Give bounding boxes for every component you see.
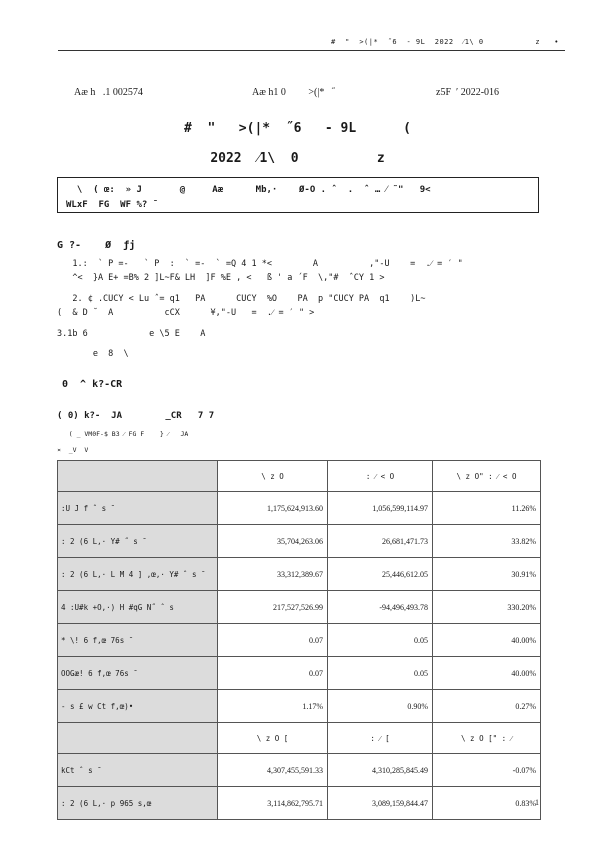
page-number: 1 [535,798,539,807]
header-divider [58,50,565,51]
document-subtitle: 2022 ⁄1\ 0 z [210,151,385,166]
table-row [58,558,541,591]
value-cell: 0.05 [328,624,433,657]
row-label: kCt ˆ s ˉ [58,754,218,787]
section-heading-important: G ?- Ø ƒj [57,240,136,251]
value-cell: 33.82% [433,525,541,558]
value-cell: 0.07 [218,624,328,657]
table-header-cell [58,723,218,754]
value-cell: 217,527,526.99 [218,591,328,624]
row-label: 4 :U#k +O,·) H #qG N˝ ˆ s [58,591,218,624]
value-cell: -94,496,493.78 [328,591,433,624]
table-header-cell: \ z O [" : ⁄ [433,723,541,754]
table-row [58,492,541,525]
paragraph-2-line-1: 2. ¢ .CUCY < Lu ˆ= q1 PA CUCY %O PA p "CUCY PA q1 )L~ [57,294,426,304]
running-header: # " >(|* ˝6 - 9L 2022 ⁄1\ 0 z • [331,38,559,46]
value-cell: 0.27% [433,690,541,723]
disclaimer-line-2: WLxF FG WF %? ˉ [66,200,159,210]
table-header-cell: \ z O [218,461,328,492]
row-label: - s £ w Ct f,œ)• [58,690,218,723]
value-cell: 40.00% [433,624,541,657]
row-label: : 2 (6 L,· p 965 s,œ [58,787,218,820]
table-unit: ¤ _V V [57,446,89,454]
disclaimer-line-1: \ ( œ: » J @ Aæ Mb,· Ø-O . ˆ . ˆ … ⁄ ˜" 9< [66,185,431,195]
financial-data-table [57,460,541,820]
table-header-row [58,723,541,754]
value-cell: 4,307,455,591.33 [218,754,328,787]
table-row [58,657,541,690]
stock-code: Aæ h .1 002574 [74,87,143,98]
value-cell: 30.91% [433,558,541,591]
document-title: # " >(|* ˝6 - 9L ( [184,121,411,136]
table-row [58,754,541,787]
table-header-cell [58,461,218,492]
value-cell: 33,312,389.67 [218,558,328,591]
value-cell: -0.07% [433,754,541,787]
table-row [58,591,541,624]
value-cell: 11.26% [433,492,541,525]
row-label: : 2 (6 L,· L M 4 ] ,œ,· Y# ˆ s ˉ [58,558,218,591]
stock-name: Aæ h1 0 >(|* ˝ [252,87,336,98]
disclaimer-box [57,177,539,213]
value-cell: 35,704,263.06 [218,525,328,558]
value-cell: 1,056,599,114.97 [328,492,433,525]
paragraph-1-line-1: 1.: ` P =- ` P : ` =- ` =Q 4 1 *< A ,"-U = .⁄ = ′ " [57,259,463,269]
table-header-cell: : ⁄ < O [328,461,433,492]
value-cell: 1.17% [218,690,328,723]
value-cell: 0.83% [433,787,541,820]
section-heading-financial: 0 ^ k?-CR [62,379,123,390]
table-title: ( 0) k?- JA _CR 7 7 [57,411,215,421]
value-cell: 26,681,471.73 [328,525,433,558]
value-cell: 25,446,612.05 [328,558,433,591]
paragraph-3-line-2: e 8 \ [57,349,129,359]
table-header-cell: \ z O" : ⁄ < O [433,461,541,492]
table-header-row [58,461,541,492]
row-label: :U J f ˆ s ˉ [58,492,218,525]
paragraph-2-line-2: ( & D ˘ A cCX ¥,"-U = .⁄ = ′ " > [57,308,315,318]
table-row [58,525,541,558]
paragraph-1-line-2: ^< }A E+ =B% 2 ]L~F& LH ]F %E , < ß ' a ´F \,"# ˆCY 1 > [57,273,385,283]
table-row [58,690,541,723]
value-cell: 0.05 [328,657,433,690]
value-cell: 0.07 [218,657,328,690]
row-label: * \! 6 f,œ 76s ˉ [58,624,218,657]
value-cell: 0.90% [328,690,433,723]
table-row [58,624,541,657]
value-cell: 3,114,862,795.71 [218,787,328,820]
row-label: : 2 (6 L,· Y# ˝ s ˉ [58,525,218,558]
row-label: OOGæ! 6 f,œ 76s ˉ [58,657,218,690]
value-cell: 40.00% [433,657,541,690]
value-cell: 4,310,285,845.49 [328,754,433,787]
value-cell: 3,089,159,844.47 [328,787,433,820]
announcement-number: z5F ′ 2022-016 [436,87,500,98]
table-subtitle: ( _ VM0F-$ B3 ⁄ FG F } ⁄ JA [57,430,189,438]
value-cell: 1,175,624,913.60 [218,492,328,525]
table-header-cell: : ⁄ [ [328,723,433,754]
table-row [58,787,541,820]
value-cell: 330.20% [433,591,541,624]
table-header-cell: \ z O [ [218,723,328,754]
paragraph-3-line-1: 3.1b 6 e \5 E A [57,329,206,339]
